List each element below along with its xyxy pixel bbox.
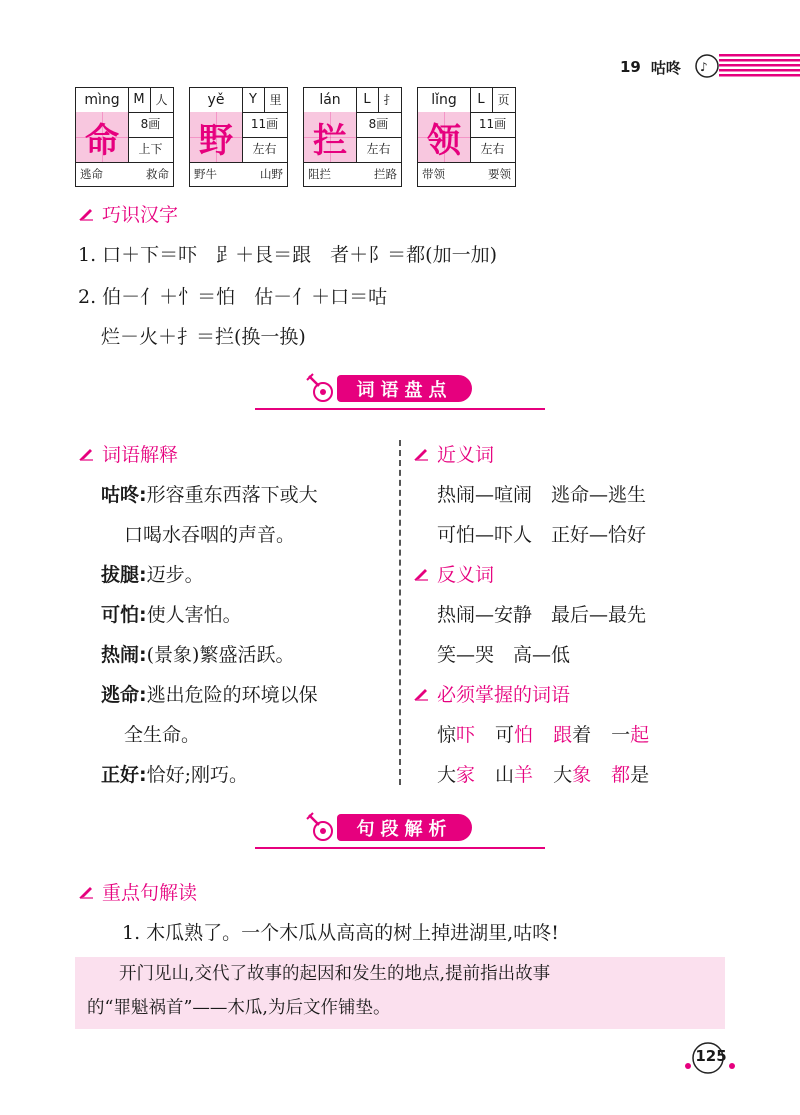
char-card: [189, 87, 288, 187]
must-word: 山羊: [495, 764, 534, 786]
card-strokes: 8画: [356, 112, 401, 138]
card-pinyin: mìng: [76, 88, 129, 113]
synonyms-row: 可怕—吓人 正好—恰好: [437, 524, 647, 546]
card-radical-letter: M: [128, 88, 151, 113]
header-stripes-icon: [693, 50, 800, 82]
lesson-header: [620, 52, 681, 82]
char-card: [417, 87, 516, 187]
card-words: 野牛 山野: [194, 167, 283, 181]
qiaoshi-heading: 巧识汉字: [78, 200, 178, 227]
must-word: 都是: [611, 764, 650, 786]
card-radical: 人: [150, 88, 173, 113]
card-strokes: 8画: [128, 112, 173, 138]
definition-continued: 口喝水吞咽的声音。: [124, 524, 296, 546]
pencil-icon: [78, 447, 94, 461]
banner-title: 句段解析: [337, 814, 472, 841]
card-structure: 左右: [356, 137, 401, 163]
character-cards: [75, 87, 531, 187]
note-line-2: 的“罪魁祸首”——木瓜,为后文作铺垫。: [87, 998, 391, 1018]
pencil-icon: [78, 885, 94, 899]
card-character: 野: [190, 112, 243, 163]
must-word: 惊吓: [437, 724, 476, 746]
must-row-2: [437, 760, 649, 787]
card-pinyin: yě: [190, 88, 243, 113]
card-structure: 上下: [128, 137, 173, 163]
definition-item: 逃命:逃出危险的环境以保: [101, 684, 318, 706]
card-words: 带领 要领: [422, 167, 511, 181]
card-words: 阻拦 拦路: [308, 167, 397, 181]
pencil-icon: [413, 567, 429, 581]
card-strokes: 11画: [242, 112, 287, 138]
antonyms-heading: 反义词: [413, 560, 494, 587]
card-structure: 左右: [242, 137, 287, 163]
definition-item: 可怕:使人害怕。: [101, 604, 242, 626]
card-words: 逃命 救命: [80, 167, 169, 181]
note-line-1: 开门见山,交代了故事的起因和发生的地点,提前指出故事: [119, 964, 551, 984]
synonyms-row: 热闹—喧闹 逃命—逃生: [437, 484, 647, 506]
lesson-number: 19: [620, 58, 641, 76]
svg-text:♪: ♪: [700, 60, 708, 74]
definition-item: 拔腿:迈步。: [101, 564, 204, 586]
card-radical: 扌: [378, 88, 401, 113]
banner-juduan-jiexi: [255, 811, 545, 851]
banner-ciyu-pandian: [255, 372, 545, 412]
card-radical: 里: [264, 88, 287, 113]
guitar-icon: [305, 811, 339, 843]
card-pinyin: lán: [304, 88, 357, 113]
pencil-icon: [413, 447, 429, 461]
keysentence-heading: 重点句解读: [78, 878, 197, 905]
guitar-icon: [305, 372, 339, 404]
card-radical-letter: L: [470, 88, 493, 113]
qiaoshi-line-3: 烂－火＋扌＝拦(换一换): [101, 326, 306, 348]
card-radical-letter: Y: [242, 88, 265, 113]
antonyms-row: 热闹—安静 最后—最先: [437, 604, 647, 626]
qiaoshi-line-2: 2. 伯－亻＋忄＝怕 估－亻＋口＝咕: [78, 286, 388, 308]
synonyms-heading: 近义词: [413, 440, 494, 467]
must-word: 大家: [437, 764, 476, 786]
definition-item: 正好:恰好;刚巧。: [101, 764, 249, 786]
must-word: 跟着: [553, 724, 592, 746]
card-radical: 页: [492, 88, 515, 113]
must-word: 可怕: [495, 724, 534, 746]
must-row-1: [437, 720, 649, 747]
card-strokes: 11画: [470, 112, 515, 138]
card-character: 领: [418, 112, 471, 163]
key-sentence: 1. 木瓜熟了。一个木瓜从高高的树上掉进湖里,咕咚!: [122, 922, 559, 944]
explain-heading: 词语解释: [78, 440, 178, 467]
must-word: 一起: [611, 724, 650, 746]
definition-item: 咕咚:形容重东西落下或大: [101, 484, 318, 506]
column-divider: [399, 440, 401, 785]
card-character: 命: [76, 112, 129, 163]
must-heading: 必须掌握的词语: [413, 680, 570, 707]
antonyms-row: 笑—哭 高—低: [437, 644, 571, 666]
lesson-title: 咕咚: [650, 58, 681, 77]
definition-item: 热闹:(景象)繁盛活跃。: [101, 644, 295, 666]
must-word: 大象: [553, 764, 592, 786]
card-radical-letter: L: [356, 88, 379, 113]
definition-continued: 全生命。: [124, 724, 201, 746]
qiaoshi-line-1: 1. 口＋下＝吓 𧾷＋艮＝跟 者＋阝＝都(加一加): [78, 244, 497, 266]
banner-title: 词语盘点: [337, 375, 472, 402]
char-card: [303, 87, 402, 187]
pencil-icon: [413, 687, 429, 701]
card-pinyin: lǐng: [418, 88, 471, 113]
card-structure: 左右: [470, 137, 515, 163]
char-card: [75, 87, 174, 187]
page-number: 125: [695, 1047, 727, 1065]
analysis-note: [75, 957, 725, 1029]
pencil-icon: [78, 207, 94, 221]
card-character: 拦: [304, 112, 357, 163]
